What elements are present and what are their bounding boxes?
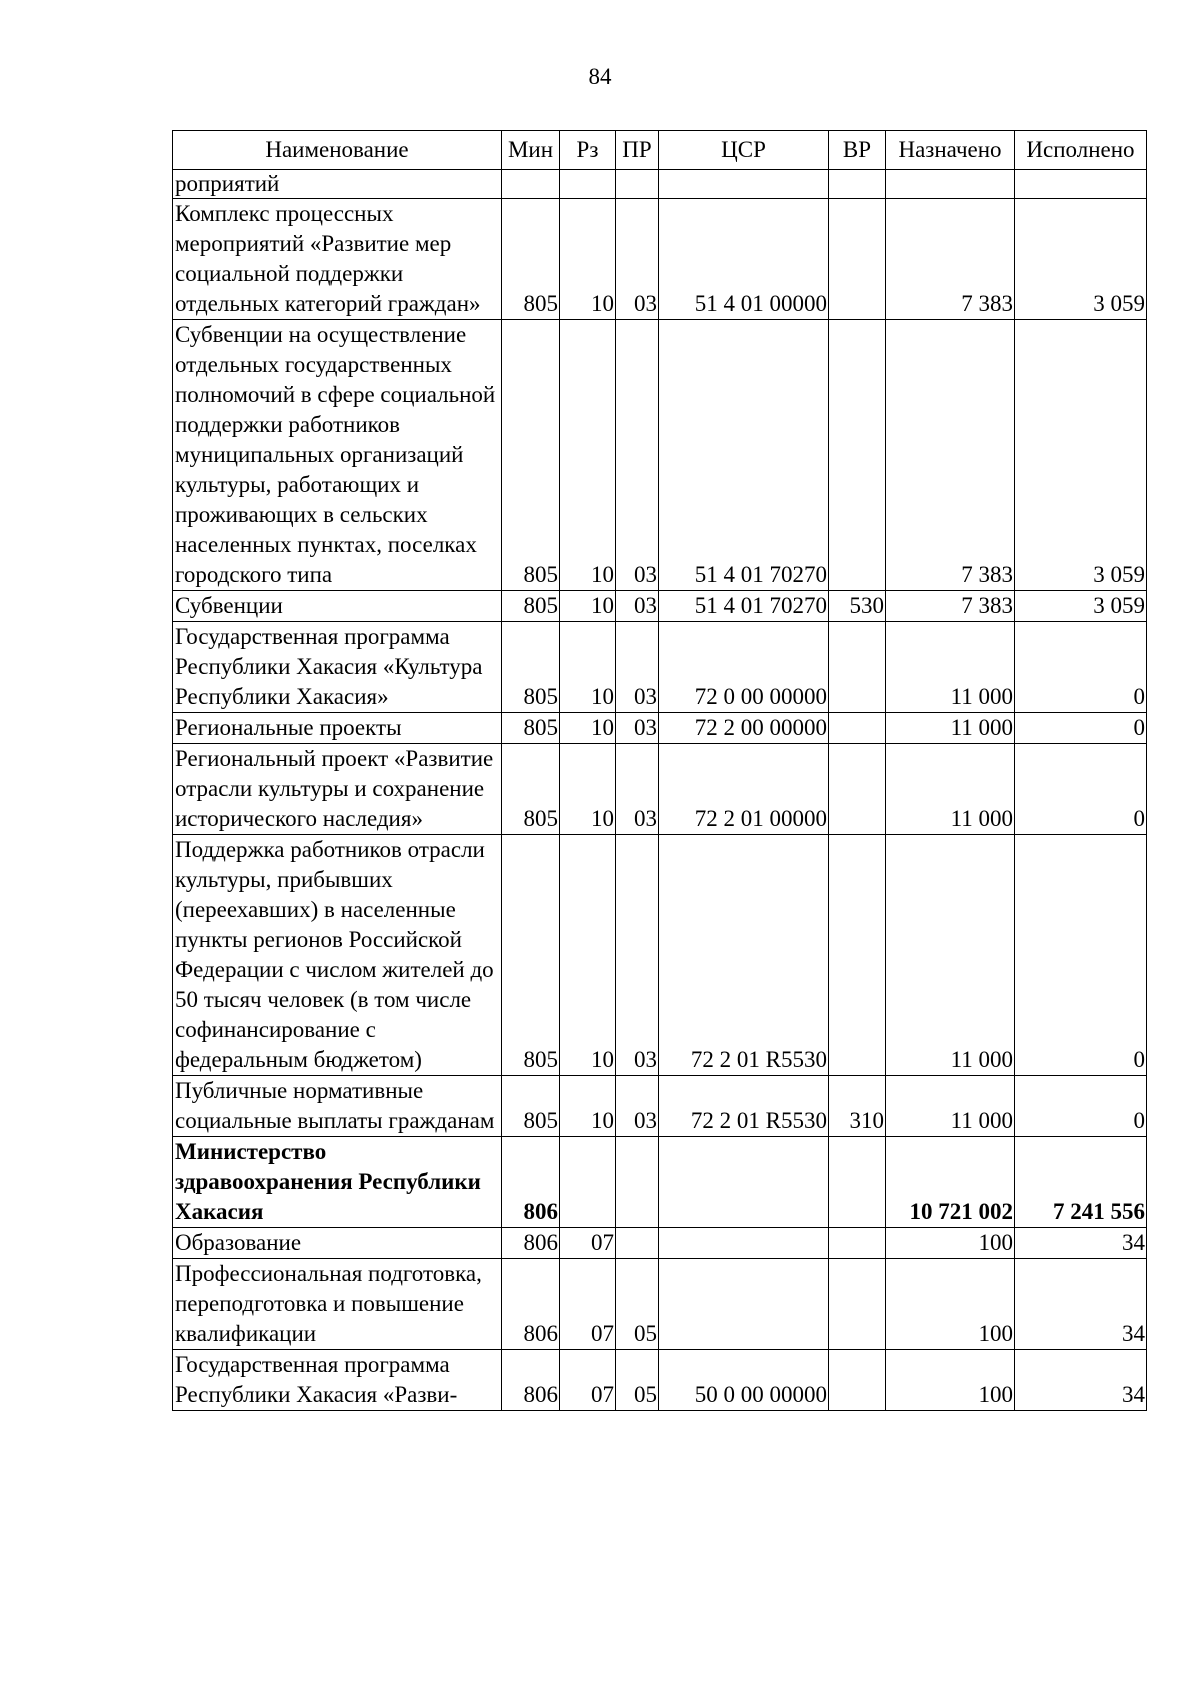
row-csr	[659, 1228, 829, 1259]
row-name: Поддержка работников отрасли культуры, прибывших (переехавших) в населенные пункты регионов Российской Федерации с числом жителей до 50 тысяч человек (в том числе софинансирование с федеральным бюджетом)	[173, 835, 502, 1076]
row-vr	[829, 835, 886, 1076]
row-name: Публичные нормативные социальные выплаты гражданам	[173, 1076, 502, 1137]
row-executed: 3 059	[1015, 591, 1147, 622]
row-assigned: 11 000	[886, 622, 1015, 713]
row-assigned: 100	[886, 1228, 1015, 1259]
row-pr	[616, 170, 659, 199]
row-name: Профессиональная подготовка, переподготовка и повышение квалификации	[173, 1259, 502, 1350]
row-vr	[829, 1228, 886, 1259]
row-name: Министерство здравоохранения Республики Хакасия	[173, 1137, 502, 1228]
row-rz: 10	[560, 744, 616, 835]
row-csr	[659, 1137, 829, 1228]
row-assigned: 11 000	[886, 835, 1015, 1076]
row-rz: 10	[560, 713, 616, 744]
row-executed: 34	[1015, 1350, 1147, 1411]
row-vr	[829, 1350, 886, 1411]
header-name: Наименование	[173, 131, 502, 170]
row-vr	[829, 199, 886, 320]
table-row	[173, 622, 1147, 713]
row-assigned: 11 000	[886, 713, 1015, 744]
row-min: 805	[502, 744, 560, 835]
table-row	[173, 199, 1147, 320]
row-assigned: 7 383	[886, 199, 1015, 320]
row-rz: 07	[560, 1350, 616, 1411]
row-pr: 03	[616, 713, 659, 744]
row-min: 806	[502, 1137, 560, 1228]
row-pr: 03	[616, 591, 659, 622]
row-name: Субвенции	[173, 591, 502, 622]
table-row	[173, 835, 1147, 1076]
row-vr	[829, 1259, 886, 1350]
row-pr	[616, 1137, 659, 1228]
budget-table	[172, 130, 1147, 1411]
row-assigned: 100	[886, 1259, 1015, 1350]
row-executed: 0	[1015, 1076, 1147, 1137]
row-vr	[829, 320, 886, 591]
row-csr	[659, 170, 829, 199]
row-csr: 51 4 01 70270	[659, 320, 829, 591]
row-name: Субвенции на осуществление отдельных государственных полномочий в сфере социальной поддержки работников муниципальных организаций культуры, работающих и проживающих в сельских населенных пунктах, поселках городского типа	[173, 320, 502, 591]
table-row	[173, 1076, 1147, 1137]
row-name: Региональные проекты	[173, 713, 502, 744]
table-row	[173, 170, 1147, 199]
row-pr: 03	[616, 199, 659, 320]
row-min: 805	[502, 622, 560, 713]
table-row	[173, 1259, 1147, 1350]
row-rz: 07	[560, 1259, 616, 1350]
row-rz: 10	[560, 835, 616, 1076]
row-vr	[829, 713, 886, 744]
row-executed: 0	[1015, 835, 1147, 1076]
row-rz: 07	[560, 1228, 616, 1259]
header-executed: Исполнено	[1015, 131, 1147, 170]
row-executed: 0	[1015, 744, 1147, 835]
row-csr: 72 2 00 00000	[659, 713, 829, 744]
header-vr: ВР	[829, 131, 886, 170]
row-name: Региональный проект «Развитие отрасли культуры и сохранение исторического наследия»	[173, 744, 502, 835]
row-pr: 03	[616, 1076, 659, 1137]
row-vr	[829, 170, 886, 199]
table-row	[173, 320, 1147, 591]
row-rz	[560, 170, 616, 199]
row-assigned: 7 383	[886, 320, 1015, 591]
row-csr: 72 2 01 R5530	[659, 1076, 829, 1137]
row-executed: 7 241 556	[1015, 1137, 1147, 1228]
row-rz: 10	[560, 199, 616, 320]
row-name: Государственная программа Республики Хакасия «Культура Республики Хакасия»	[173, 622, 502, 713]
row-rz	[560, 1137, 616, 1228]
header-assigned: Назначено	[886, 131, 1015, 170]
row-executed: 34	[1015, 1228, 1147, 1259]
row-assigned: 7 383	[886, 591, 1015, 622]
row-assigned: 100	[886, 1350, 1015, 1411]
header-rz: Рз	[560, 131, 616, 170]
row-min: 805	[502, 320, 560, 591]
row-assigned: 10 721 002	[886, 1137, 1015, 1228]
row-assigned: 11 000	[886, 1076, 1015, 1137]
row-csr: 72 2 01 00000	[659, 744, 829, 835]
row-min: 806	[502, 1350, 560, 1411]
row-min: 806	[502, 1228, 560, 1259]
row-name: Образование	[173, 1228, 502, 1259]
row-rz: 10	[560, 622, 616, 713]
row-csr: 51 4 01 00000	[659, 199, 829, 320]
row-csr	[659, 1259, 829, 1350]
row-vr	[829, 1137, 886, 1228]
row-executed: 34	[1015, 1259, 1147, 1350]
table-row-ministry	[173, 1137, 1147, 1228]
row-name: Государственная программа Республики Хакасия «Разви-	[173, 1350, 502, 1411]
row-executed	[1015, 170, 1147, 199]
row-min: 805	[502, 835, 560, 1076]
page-number: 84	[588, 64, 612, 89]
row-pr: 03	[616, 835, 659, 1076]
header-pr: ПР	[616, 131, 659, 170]
row-executed: 3 059	[1015, 320, 1147, 591]
row-vr	[829, 744, 886, 835]
row-min: 805	[502, 199, 560, 320]
row-assigned	[886, 170, 1015, 199]
table-header-row	[173, 131, 1147, 170]
row-name: роприятий	[173, 170, 502, 199]
row-min: 805	[502, 713, 560, 744]
row-name	[173, 199, 502, 320]
row-min	[502, 170, 560, 199]
table-row	[173, 744, 1147, 835]
row-min: 806	[502, 1259, 560, 1350]
row-csr: 50 0 00 00000	[659, 1350, 829, 1411]
table-row	[173, 713, 1147, 744]
table-row	[173, 1350, 1147, 1411]
row-pr: 03	[616, 622, 659, 713]
row-pr: 05	[616, 1259, 659, 1350]
row-vr	[829, 622, 886, 713]
row-executed: 0	[1015, 713, 1147, 744]
table-row	[173, 591, 1147, 622]
row-vr: 530	[829, 591, 886, 622]
header-min: Мин	[502, 131, 560, 170]
row-csr: 72 2 01 R5530	[659, 835, 829, 1076]
row-name-text: Комплекс процессных мероприятий «Развитие мер социальной поддержки отдельных категорий граждан»	[175, 201, 481, 316]
row-rz: 10	[560, 591, 616, 622]
row-pr: 03	[616, 320, 659, 591]
row-assigned: 11 000	[886, 744, 1015, 835]
row-pr	[616, 1228, 659, 1259]
row-csr: 51 4 01 70270	[659, 591, 829, 622]
header-csr: ЦСР	[659, 131, 829, 170]
row-rz: 10	[560, 1076, 616, 1137]
row-min: 805	[502, 1076, 560, 1137]
table-row	[173, 1228, 1147, 1259]
row-executed: 3 059	[1015, 199, 1147, 320]
row-executed: 0	[1015, 622, 1147, 713]
row-vr: 310	[829, 1076, 886, 1137]
row-rz: 10	[560, 320, 616, 591]
row-csr: 72 0 00 00000	[659, 622, 829, 713]
row-pr: 05	[616, 1350, 659, 1411]
row-pr: 03	[616, 744, 659, 835]
row-min: 805	[502, 591, 560, 622]
